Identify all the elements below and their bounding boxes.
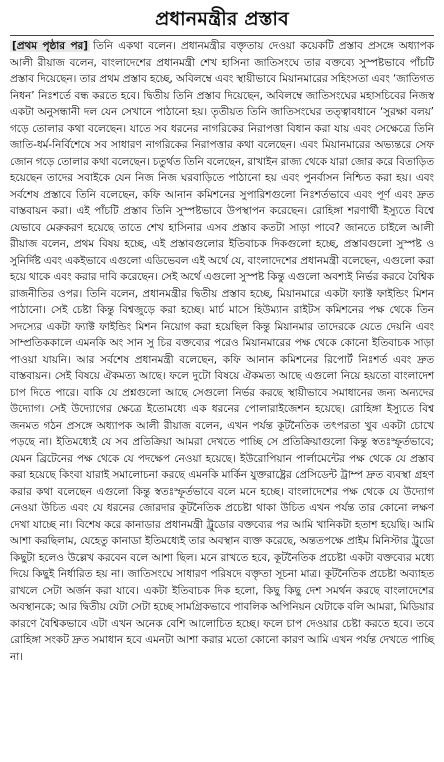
continued-from-tag: [প্রথম পৃষ্ঠার পর]	[12, 40, 89, 52]
article-body-container	[10, 35, 434, 665]
article-body-text: তিনি একথা বলেন। প্রধানমন্ত্রীর বক্তৃতায় দেওয়া কয়েকটি প্রস্তাব প্রসঙ্গে অধ্যাপক আলী রীয়াজ বলেন, বাংলাদেশের প্রধানমন্ত্রী শেখ হাসিনা জাতিসংঘে তার বক্তব্যে সুস্পষ্টভাবে পাঁচটি প্রস্তাব দিয়েছেন। তার প্রথম প্রস্তাব হচ্ছে, অবিলম্বে এবং স্থায়ীভাবে মিয়ানমারের সহিংসতা এবং ‘জাতিগত নিধন’ নিঃশর্তে বন্ধ করতে হবে। দ্বিতীয় তিনি প্রস্তাব দিয়েছেন, অবিলম্বে জাতিসংঘের মহাসচিবের নিজস্ব একটা অনুসন্ধানী দল যেন সেখানে পাঠানো হয়। তৃতীয়ত তিনি জাতিসংঘের তত্ত্বাবধানে ‘সুরক্ষা বলয়’ গড়ে তোলার কথা বলেছেন। যাতে সব ধরনের নাগরিকের নিরাপত্তা বিধান করা যায় এবং সেক্ষেত্রে তিনি জাতি-ধর্ম-নির্বিশেষে সব সাধারণ নাগরিকের নিরাপত্তার কথা বলেছেন। এবং মিয়ানমারের অভ্যন্তরে সেফ জোন গড়ে তোলার কথা বলেছেন। চতুর্থত তিনি বলেছেন, রাখাইন রাজ্য থেকে যারা জোর করে বিতাড়িত হয়েছেন তাদের সবাইকে যেন নিজ নিজ ঘরবাড়িতে পাঠানো হয় এবং পুনর্বাসন নিশ্চিত করা হয়। এবং সর্বশেষ প্রস্তাবে তিনি বলেছেন, কফি আনান কমিশনের সুপারিশগুলো নিঃশর্তভাবে এবং পূর্ণ এবং দ্রুত বাস্তবায়ন করা। এই পাঁচটি প্রস্তাব তিনি সুস্পষ্টভাবে উপস্থাপন করেছেন। রোহিঙ্গা শরণার্থী ইস্যুতে বিশ্বে যেভাবে মেরুকরণ হয়েছে তাতে শেখ হাসিনার এসব প্রস্তাব কতটা সাড়া পাবে? জানতে চাইলে আলী রীয়াজ বলেন, প্রথম বিষয় হচ্ছে, এই প্রস্তাবগুলোর ইতিবাচক দিকগুলো হচ্ছে, প্রস্তাবগুলো সুস্পষ্ট ও সুনির্দিষ্ট এবং একইভাবে এগুলো এডিভেবল এই অর্থে যে, বাংলাদেশের প্রধানমন্ত্রী বলেছেন, এগুলো করা হয়ে থাকে এবং করার দাবি করেছেন। সেই অর্থে এগুলো সুস্পষ্ট কিন্তু এগুলো অবশ্যই নির্ভর করবে বৈশ্বিক রাজনীতির ওপর। তিনি বলেন, প্রধানমন্ত্রীর দ্বিতীয় প্রস্তাব হচ্ছে, মিয়ানমারে একটা ফ্যাক্ট ফাইন্ডিং মিশন পাঠানো। সেই চেষ্টা কিন্তু বিশ্বজুড়ে করা হচ্ছে। মার্চ মাসে হিউম্যান রাইটস কমিশনের পক্ষ থেকে তিন সদস্যের একটা ফ্যাক্ট ফাইন্ডিং মিশন নিয়োগ করা হয়েছিল কিন্তু মিয়ানমার তাদেরকে যেতে দেয়নি এবং সাম্প্রতিককালে এমনকি অং সান সু চির বক্তব্যের পরেও মিয়ানমারের পক্ষ থেকে কোনো ইতিবাচক সাড়া পাওয়া যায়নি। আর সর্বশেষ প্রধানমন্ত্রী বলেছেন, কফি আনান কমিশনের রিপোর্ট নিঃশর্ত এবং দ্রুত বাস্তবায়ন। সেই বিষয়ে ঐকমত্য আছে। ফলে দুটো বিষয়ে ঐকমত্য আছে এগুলো নিয়ে হয়তো বাংলাদেশ চাপ দিতে পারে। বাকি যে প্রশ্নগুলো আছে সেগুলো নির্ভর করছে স্থায়ীভাবে সমাধানের জন্য অন্যদের উদ্যোগ। সেই উদ্যোগের ক্ষেত্রে ইতোমধ্যে এক ধরনের পোলারাইজেশন হয়েছে। রোহিঙ্গা ইস্যুতে বিশ্ব জনমত গঠন প্রসঙ্গে অধ্যাপক আলী রীয়াজ বলেন, এখন পর্যন্ত কূটনৈতিক তৎপরতা খুব একটা চোখে পড়ছে না। ইতিমধ্যেই যে সব প্রতিক্রিয়া আমরা দেখতে পাচ্ছি সে প্রতিক্রিয়াগুলো কিন্তু স্বতঃস্ফূর্তভাবে; যেমন ব্রিটেনের পক্ষ থেকে যে পদক্ষেপ নেওয়া হয়েছে। ইউরোপিয়ান পার্লামেন্টের পক্ষ থেকে যে প্রস্তাব করা হয়েছে কিংবা যারাই সমালোচনা করছে এমনকি মার্কিন যুক্তরাষ্ট্রের প্রেসিডেন্ট ট্রাম্প দ্রুত ব্যবস্থা গ্রহণ করার কথা বলেছেন এগুলো কিন্তু স্বতঃস্ফূর্তভাবে বলে মনে হচ্ছে। বাংলাদেশের পক্ষ থেকে যে উদ্যোগ নেওয়া উচিত এবং যে ধরনের জোরদার কূটনৈতিক প্রচেষ্টা থাকা উচিত এখন পর্যন্ত তার কোনো লক্ষণ দেখা যাচ্ছে না। বিশেষ করে কানাডার প্রধানমন্ত্রী ট্রুডোর বক্তব্যের পর আমি খানিকটা হতাশ হয়েছি। আমি আশা করছিলাম, যেহেতু কানাডা ইতিমধ্যেই তার অবস্থান ব্যক্ত করেছে, অন্ততপক্ষে প্রাইম মিনিস্টার ট্রুডো কিছুটা হলেও উল্লেখ করবেন বলে আশা ছিল। মনে রাখতে হবে, কূটনৈতিক প্রচেষ্টা একটা বক্তব্যের মধ্যে দিয়ে কিছুই নির্ধারিত হয় না। জাতিসংঘে সাধারণ পরিষদে বক্তৃতা সূচনা মাত্র। কূটনৈতিক প্রচেষ্টা অব্যাহত রাখলে সেটা অর্জন করা যাবে। একটা ইতিবাচক দিক হলো, কিছু কিছু দেশ সমর্থন করছে বাংলাদেশের অবস্থানকে; আর দ্বিতীয় যেটা সেটা হচ্ছে সামগ্রিকভাবে পাবলিক অপিনিয়ন যেটাকে বলি আমরা, মিডিয়ার কারণে বৈশ্বিকভাবে এটা এখন অনেক বেশি আলোচিত হচ্ছে। ফলে চাপ দেওয়ার চেষ্টা করতে হবে। তবে রোহিঙ্গা সংকট দ্রুত সমাধান হবে এমনটা আশা করার মতো কোনো কারণ আমি এখন পর্যন্ত দেখতে পাচ্ছি না।	[10, 40, 434, 663]
article-body	[10, 38, 434, 665]
headline: প্রধানমন্ত্রীর প্রস্তাব	[155, 8, 289, 30]
